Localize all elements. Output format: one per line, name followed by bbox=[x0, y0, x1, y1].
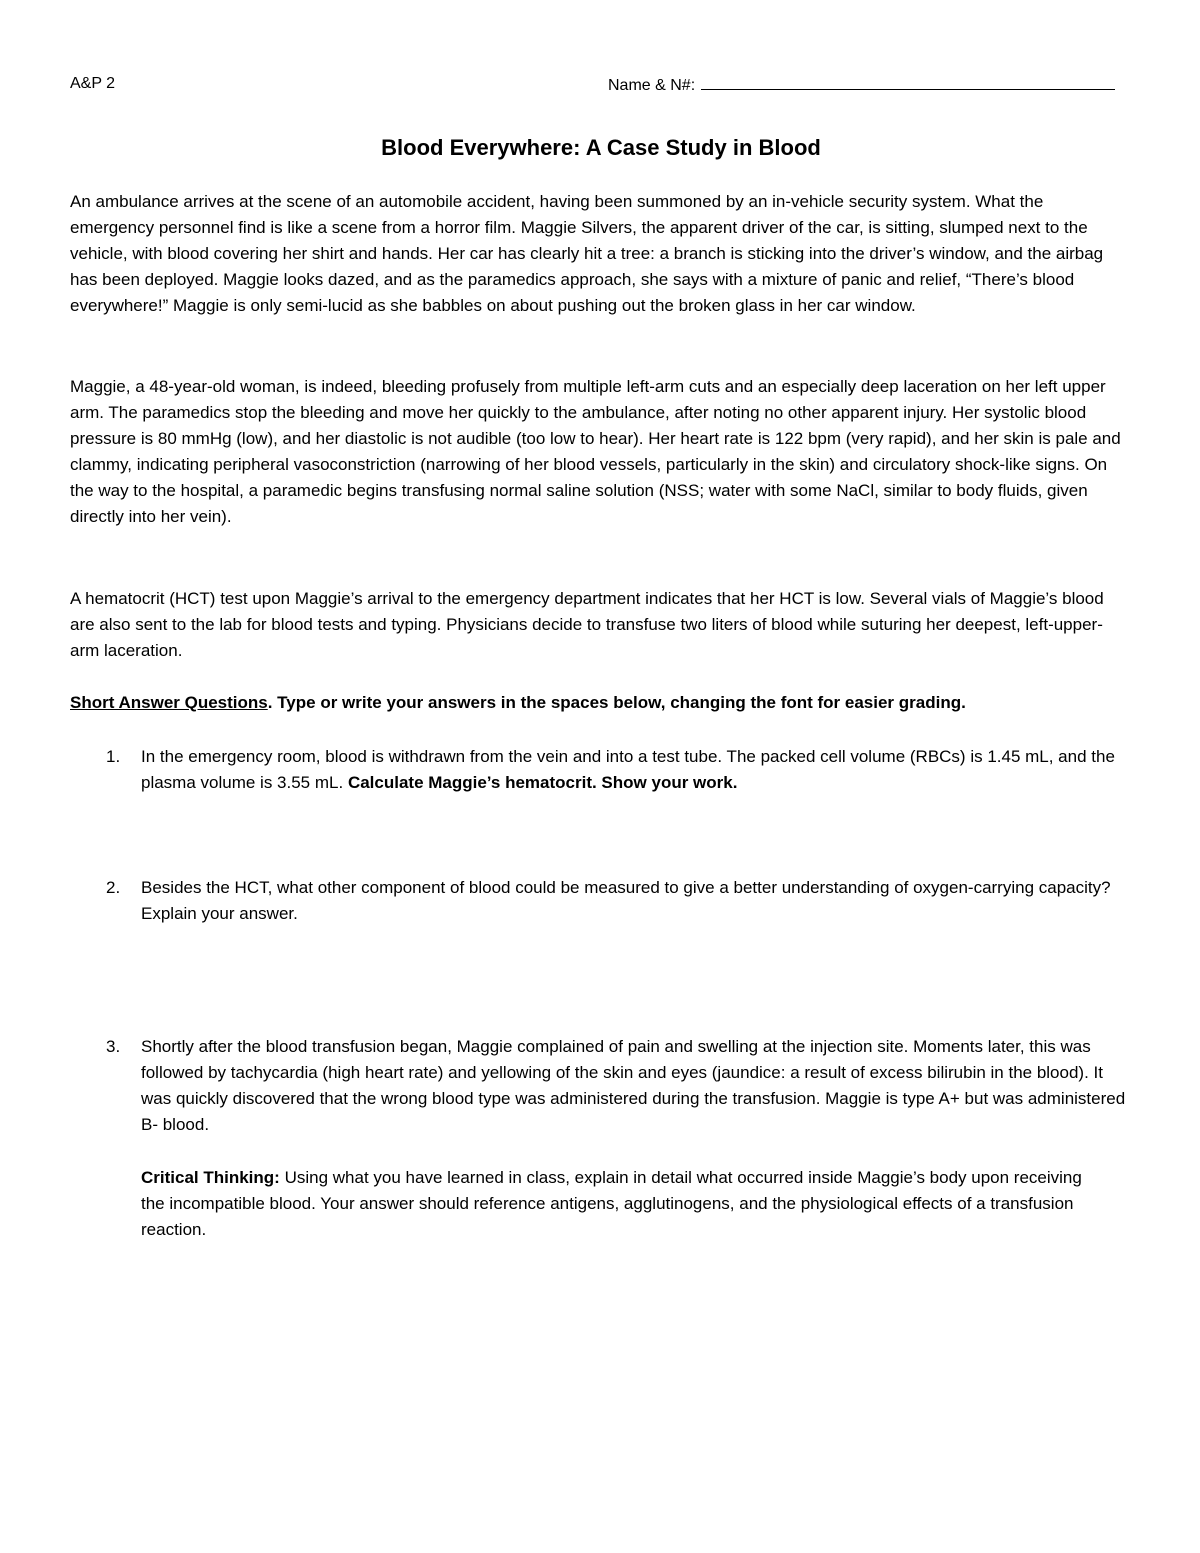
header-row bbox=[70, 71, 1132, 97]
short-answer-instructions: . Type or write your answers in the spaces below, changing the font for easier grading. bbox=[267, 693, 966, 712]
critical-thinking-prompt bbox=[141, 1165, 1101, 1243]
question-text bbox=[141, 744, 1131, 796]
critical-thinking-label: Critical Thinking: bbox=[141, 1168, 280, 1187]
name-input-line[interactable] bbox=[701, 71, 1115, 90]
page-title: Blood Everywhere: A Case Study in Blood bbox=[381, 135, 821, 160]
question-prompt: In the emergency room, blood is withdrawn from the vein and into a test tube. The packed cell volume (RBCs) is 1.45 mL, and the plasma volume is 3.55 mL. bbox=[141, 747, 1115, 792]
short-answer-heading bbox=[70, 690, 1132, 716]
question-number: 3. bbox=[106, 1037, 121, 1056]
question-number: 1. bbox=[106, 747, 121, 766]
course-label: A&P 2 bbox=[70, 75, 116, 92]
question-prompt: Shortly after the blood transfusion began, Maggie complained of pain and swelling at the injection site. Moments later, this was followed by tachycardia (high heart rate) and yellowing of the skin and eyes (jaundice: a result of excess bilirubin in the blood). It was quickly discovered that the wrong blood type was administered during the transfusion. Maggie is type A+ but was administered B- blood. bbox=[141, 1037, 1126, 1134]
question-prompt: Besides the HCT, what other component of blood could be measured to give a better understanding of oxygen-carrying capacity? Explain your answer. bbox=[141, 878, 1111, 923]
name-field bbox=[608, 71, 1115, 99]
critical-thinking-text: Using what you have learned in class, explain in detail what occurred inside Maggie’s body upon receiving the incompatible blood. Your answer should reference antigens, agglutinogens, and the physiological effects of a transfusion reaction. bbox=[141, 1168, 1082, 1239]
case-paragraph-2: Maggie, a 48-year-old woman, is indeed, bleeding profusely from multiple left-arm cuts and an especially deep laceration on her left upper arm. The paramedics stop the bleeding and move her quickly to the ambulance, after noting no other apparent injury. Her systolic blood pressure is 80 mmHg (low), and her diastolic is not audible (too low to hear). Her heart rate is 122 bpm (very rapid), and her skin is pale and clammy, indicating peripheral vasoconstriction (narrowing of her blood vessels, particularly in the skin) and circulatory shock-like signs. On the way to the hospital, a paramedic begins transfusing normal saline solution (NSS; water with some NaCl, similar to body fluids, given directly into her vein). bbox=[70, 377, 1121, 526]
question-bold-instruction: Calculate Maggie’s hematocrit. Show your work. bbox=[347, 773, 738, 792]
short-answer-title: Short Answer Questions bbox=[70, 693, 268, 712]
question-number: 2. bbox=[106, 878, 121, 897]
name-label: Name & N#: bbox=[608, 77, 696, 94]
case-paragraph-1: An ambulance arrives at the scene of an automobile accident, having been summoned by an in-vehicle security system. What the emergency personnel find is like a scene from a horror film. Maggie Silvers, the apparent driver of the car, is sitting, slumped next to the vehicle, with blood covering her shirt and hands. Her car has clearly hit a tree: a branch is sticking into the driver’s window, and the airbag has been deployed. Maggie looks dazed, and as the paramedics approach, she says with a mixture of panic and relief, “There’s blood everywhere!” Maggie is only semi-lucid as she babbles on about pushing out the broken glass in her car window. bbox=[70, 192, 1104, 315]
case-paragraph-3: A hematocrit (HCT) test upon Maggie’s arrival to the emergency department indicates that her HCT is low. Several vials of Maggie’s blood are also sent to the lab for blood tests and typing. Physicians decide to transfuse two liters of blood while suturing her deepest, left-upper-arm laceration. bbox=[70, 589, 1104, 660]
